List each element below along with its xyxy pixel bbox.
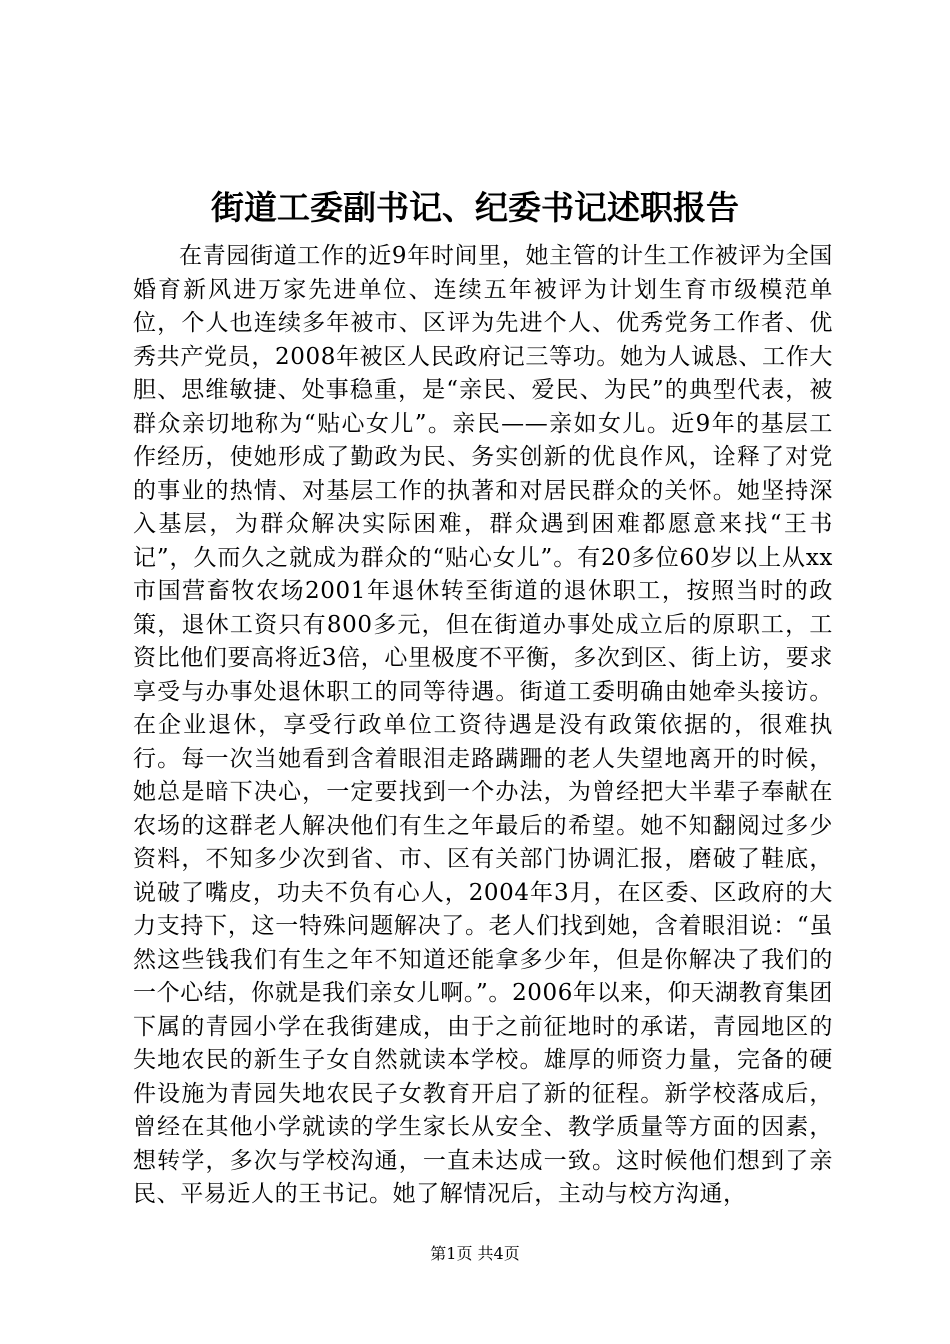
document-title: 街道工委副书记、纪委书记述职报告: [211, 188, 739, 227]
page-number-footer: 第1页 共4页: [430, 1244, 520, 1263]
body-paragraph: 在青园街道工作的近9年时间里，她主管的计生工作被评为全国婚育新风进万家先进单位、连续五年被评为计划生育市级模范单位，个人也连续多年被市、区评为先进个人、优秀党务工作者、优秀共产党员，2008年被区人民政府记三等功。她为人诚恳、工作大胆、思维敏捷、处事稳重，是“亲民、爱民、为民”的典型代表，被群众亲切地称为“贴心女儿”。亲民——亲如女儿。近9年的基层工作经历，使她形成了勤政为民、务实创新的优良作风，诠释了对党的事业的热情、对基层工作的执著和对居民群众的关怀。她坚持深入基层，为群众解决实际困难，群众遇到困难都愿意来找“王书记”，久而久之就成为群众的“贴心女儿”。有20多位60岁以上从xx市国营畜牧农场2001年退休转至街道的退休职工，按照当时的政策，退休工资只有800多元，但在街道办事处成立后的原职工，工资比他们要高将近3倍，心里极度不平衡，多次到区、街上访，要求享受与办事处退休职工的同等待遇。街道工委明确由她牵头接访。在企业退休，享受行政单位工资待遇是没有政策依据的，很难执行。每一次当她看到含着眼泪走路蹒跚的老人失望地离开的时候，她总是暗下决心，一定要找到一个办法，为曾经把大半辈子奉献在农场的这群老人解决他们有生之年最后的希望。她不知翻阅过多少资料，不知多少次到省、市、区有关部门协调汇报，磨破了鞋底，说破了嘴皮，功夫不负有心人，2004年3月，在区委、区政府的大力支持下，这一特殊问题解决了。老人们找到她，含着眼泪说：“虽然这些钱我们有生之年不知道还能拿多少年，但是你解决了我们的一个心结，你就是我们亲女儿啊。”。2006年以来，仰天湖教育集团下属的青园小学在我街建成，由于之前征地时的承诺，青园地区的失地农民的新生子女自然就读本学校。雄厚的师资力量，完备的硬件设施为青园失地农民子女教育开启了新的征程。新学校落成后，曾经在其他小学就读的学生家长从安全、教学质量等方面的因素，想转学，多次与学校沟通，一直未达成一致。这时候他们想到了亲民、平易近人的王书记。她了解情况后，主动与校方沟通，: [133, 243, 833, 1207]
